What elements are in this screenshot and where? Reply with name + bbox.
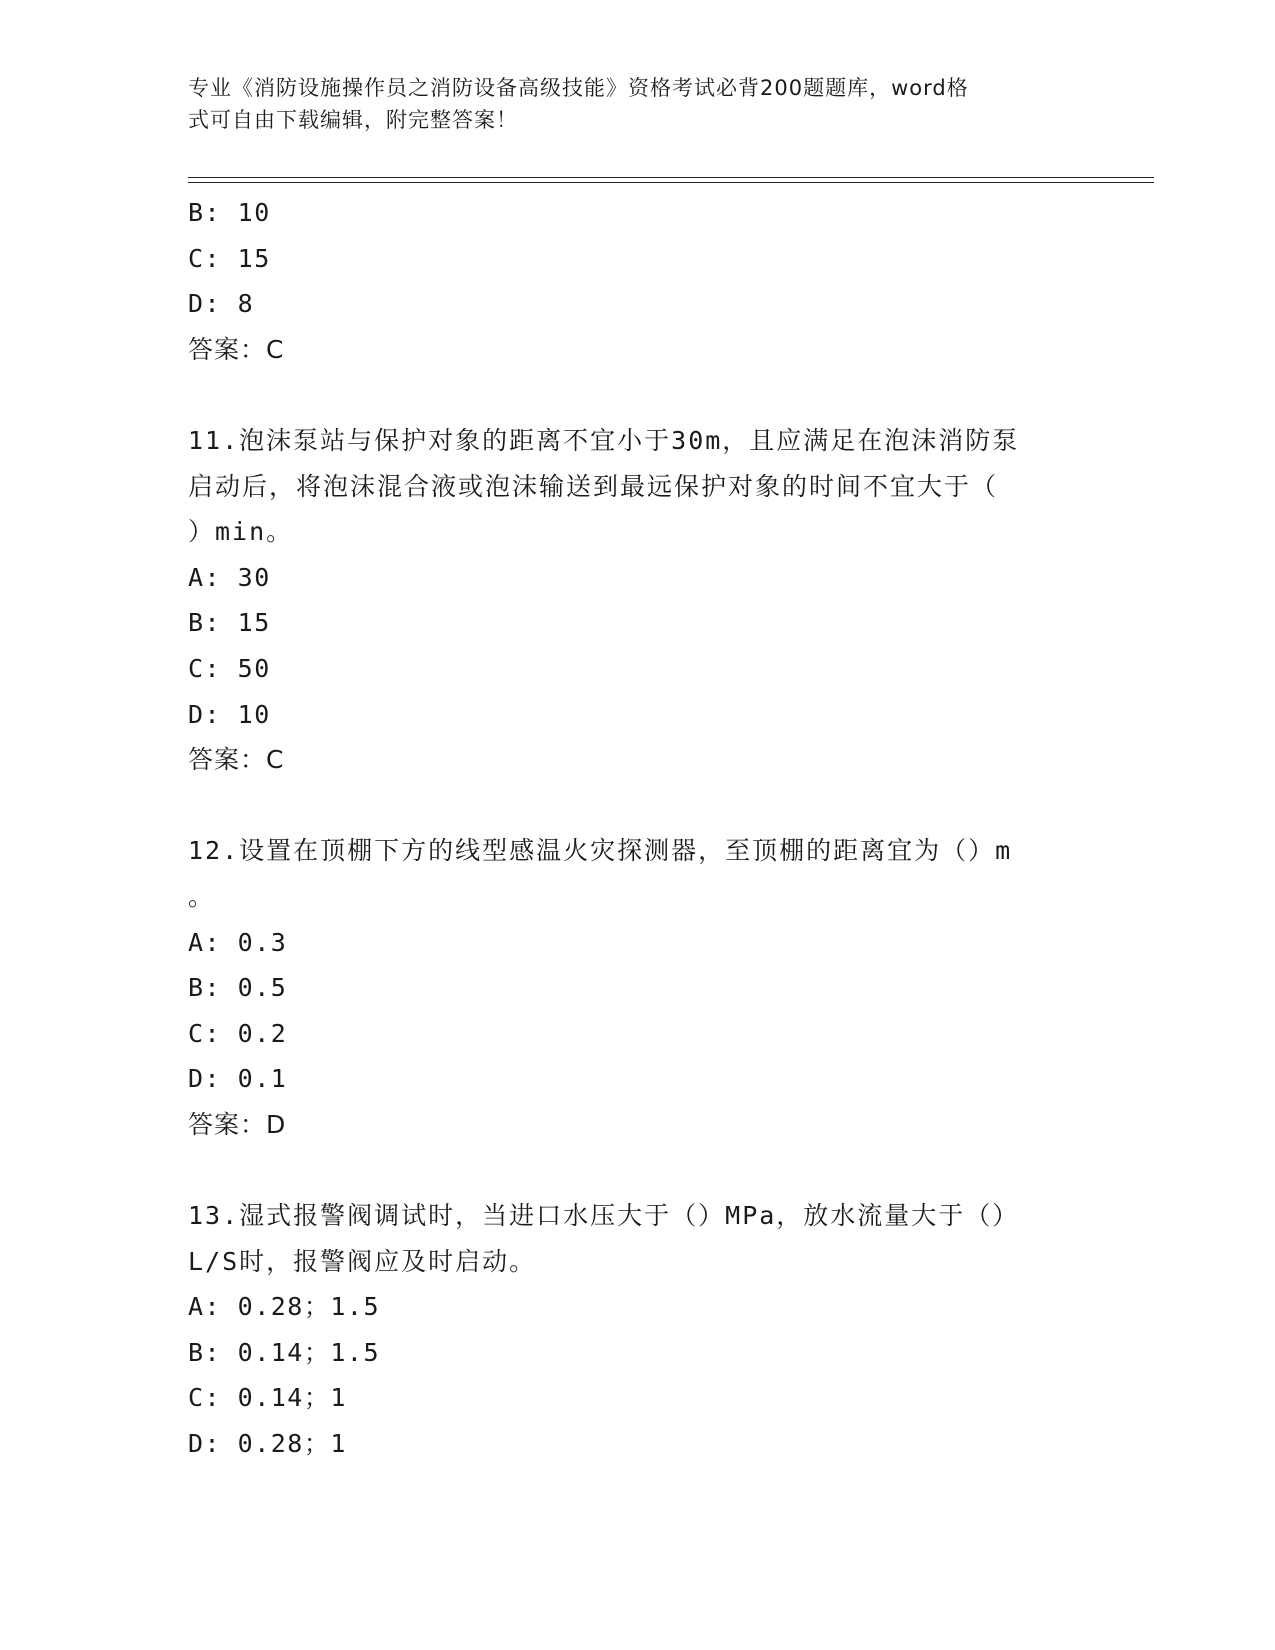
question-text-line: 12.设置在顶棚下方的线型感温火灾探测器，至顶棚的距离宜为（）m	[188, 836, 1013, 866]
partial-question	[188, 190, 1068, 372]
question-content	[188, 190, 1068, 1467]
spacer	[188, 1147, 1068, 1193]
option-a: A: 0.28；1.5	[188, 1292, 381, 1322]
option-d: D: 0.28；1	[188, 1429, 347, 1459]
option-c: C: 0.2	[188, 1018, 288, 1048]
option-b: B: 0.14；1.5	[188, 1337, 381, 1367]
option-d: D: 0.1	[188, 1064, 288, 1094]
question-text-line: ）min。	[188, 517, 294, 547]
spacer	[188, 372, 1068, 418]
option-a: A: 0.3	[188, 927, 288, 957]
document-header	[188, 72, 1068, 136]
header-divider-bottom	[188, 182, 1154, 183]
answer-line: 答案：C	[188, 334, 285, 364]
question-text-line: 11.泡沫泵站与保护对象的距离不宜小于30m，且应满足在泡沫消防泵	[188, 425, 1020, 455]
header-line-1: 专业《消防设施操作员之消防设备高级技能》资格考试必背200题题库，word格	[188, 76, 969, 100]
answer-line: 答案：C	[188, 745, 285, 775]
question-text-line: 。	[188, 881, 216, 911]
option-c: C: 0.14；1	[188, 1383, 347, 1413]
option-d: D: 8	[188, 289, 255, 319]
question-11	[188, 418, 1068, 783]
header-line-2: 式可自由下载编辑，附完整答案！	[188, 108, 518, 132]
option-d: D: 10	[188, 699, 271, 729]
option-a: A: 30	[188, 562, 271, 592]
question-text-line: 13.湿式报警阀调试时，当进口水压大于（）MPa，放水流量大于（）	[188, 1201, 1020, 1231]
option-b: B: 0.5	[188, 973, 288, 1003]
option-b: B: 15	[188, 608, 271, 638]
option-c: C: 50	[188, 653, 271, 683]
spacer	[188, 783, 1068, 829]
question-13	[188, 1193, 1068, 1467]
header-divider-top	[188, 177, 1154, 178]
question-text-line: L/S时，报警阀应及时启动。	[188, 1246, 537, 1276]
question-text-line: 启动后，将泡沫混合液或泡沫输送到最远保护对象的时间不宜大于（	[188, 471, 999, 501]
option-b: B: 10	[188, 198, 271, 227]
option-c: C: 15	[188, 243, 271, 273]
question-12	[188, 828, 1068, 1147]
answer-line: 答案：D	[188, 1109, 287, 1139]
